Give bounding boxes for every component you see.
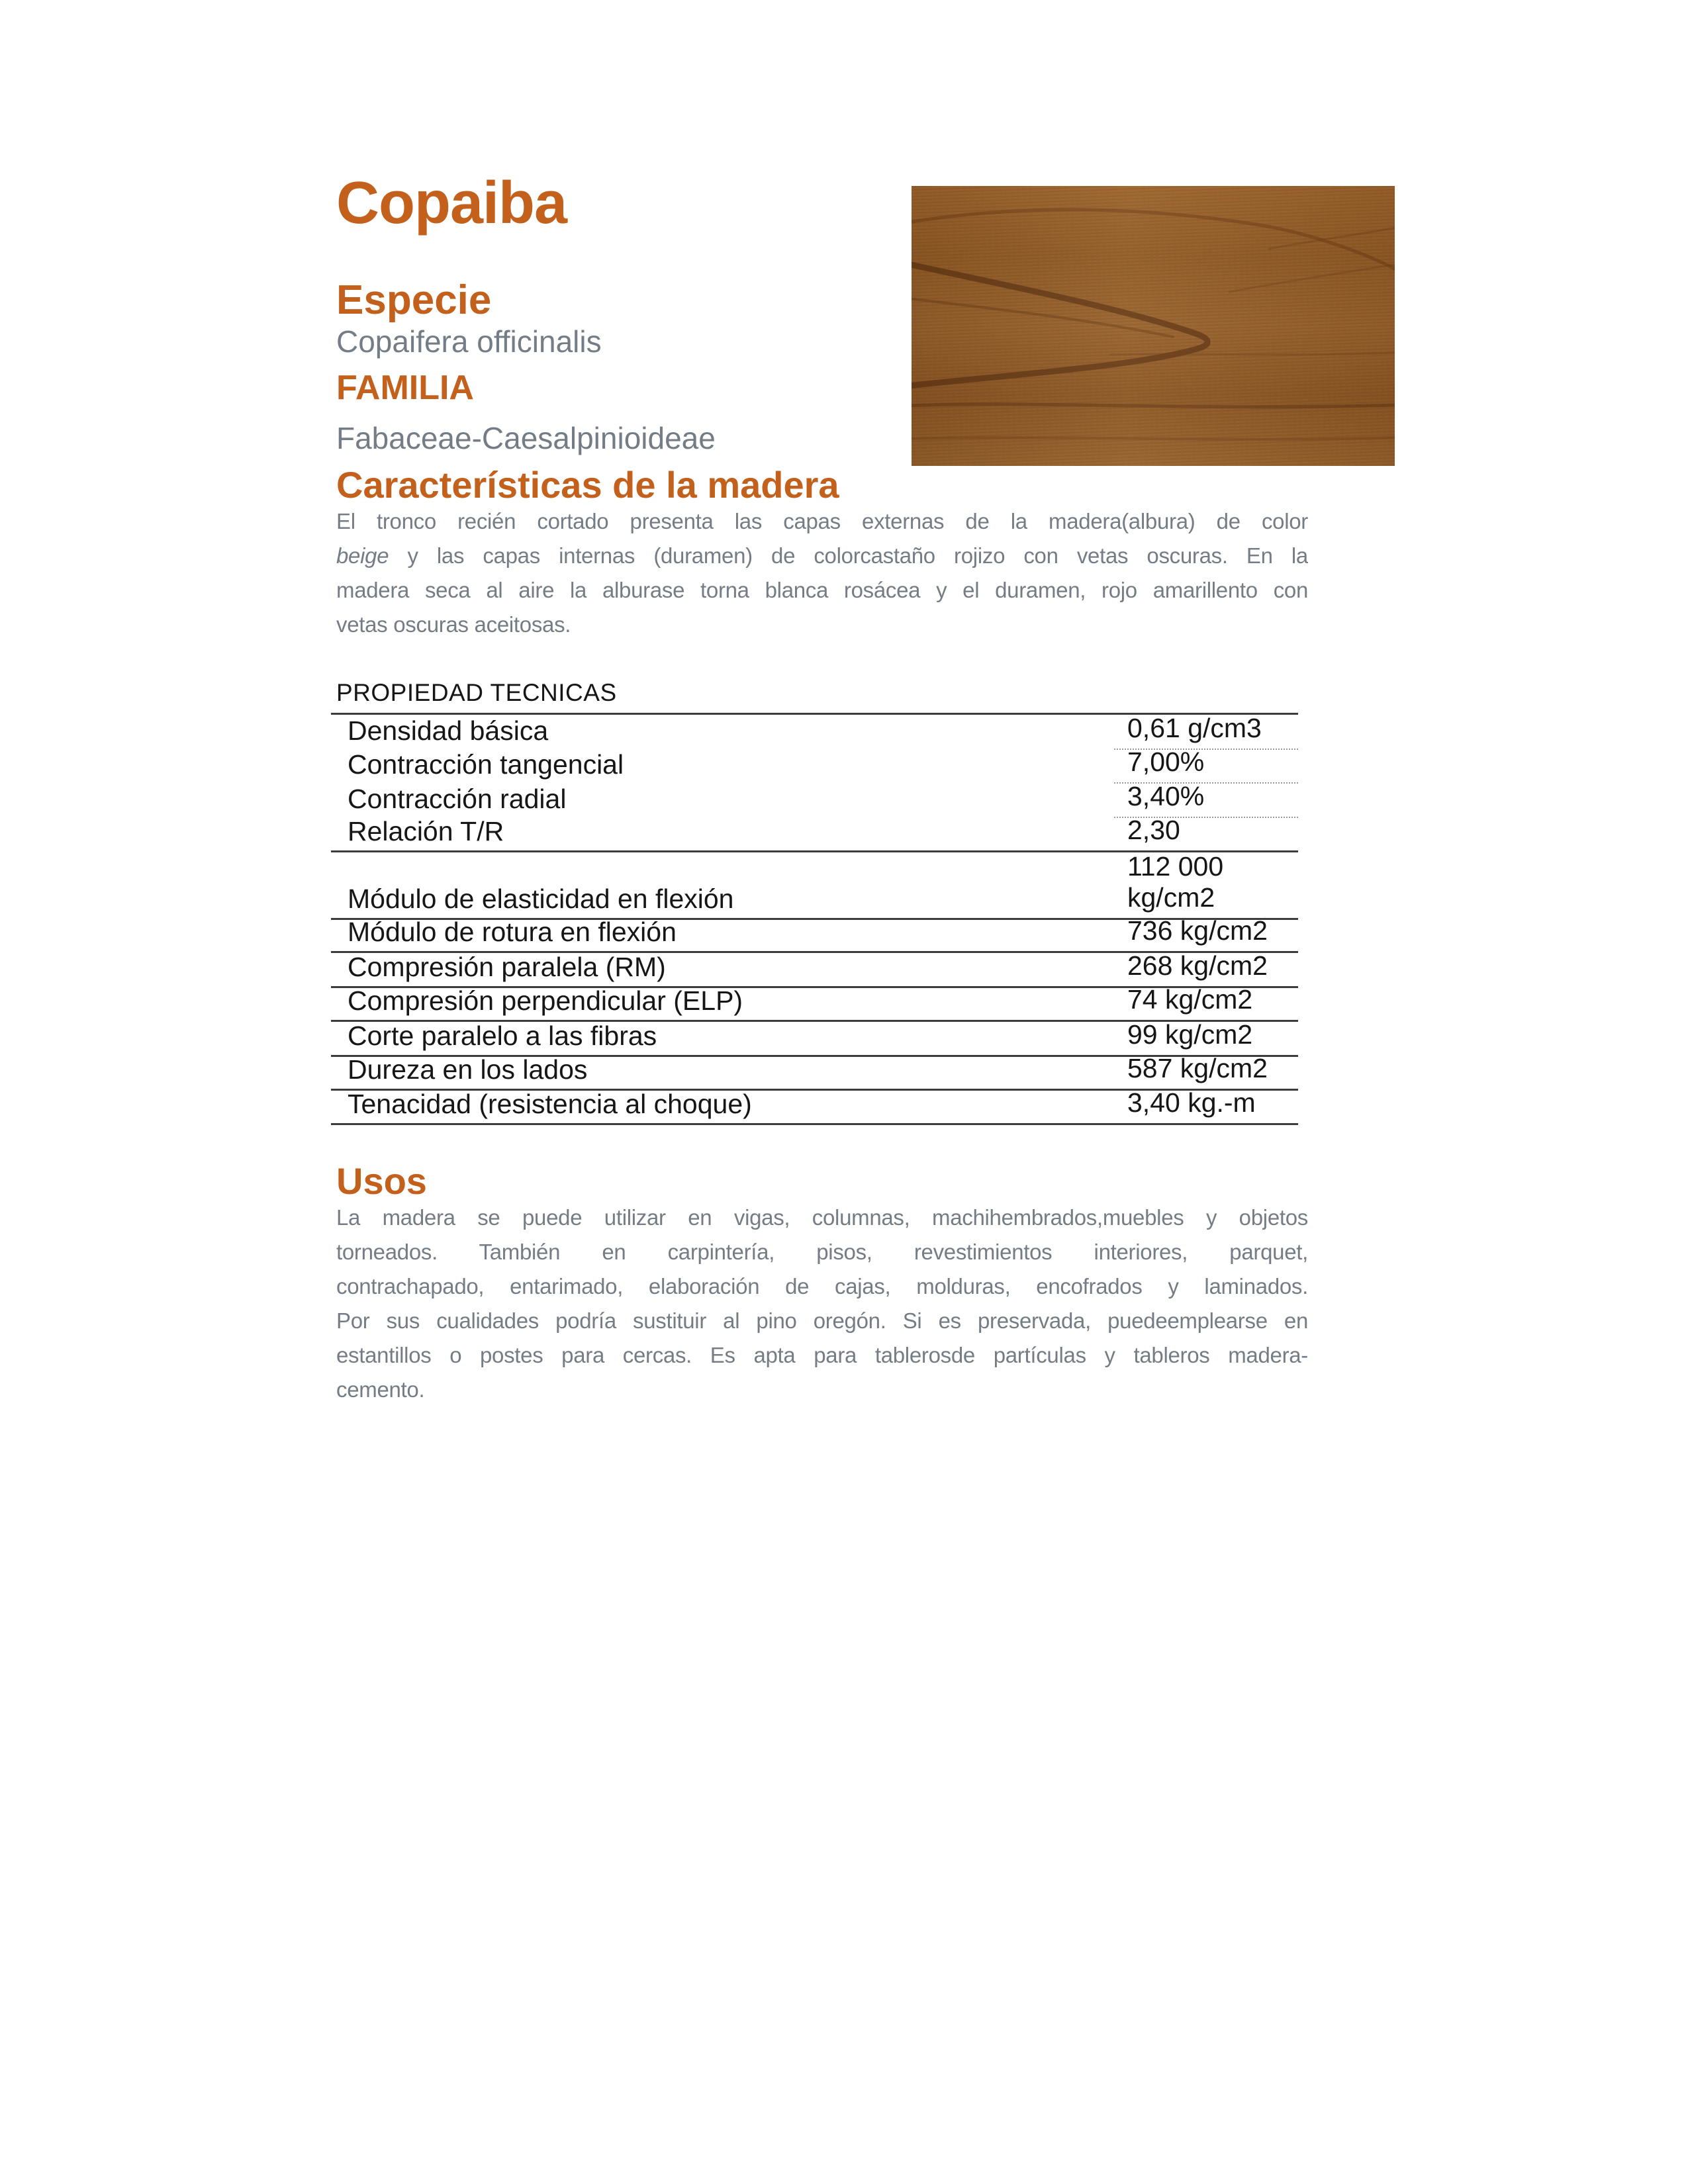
row-label: Contracción tangencial	[348, 749, 624, 780]
paragraph-line: estantillos o postes para cercas. Es apta para tablerosde partículas y tableros madera-	[336, 1343, 1308, 1367]
table-row	[331, 1019, 1298, 1057]
table-row	[331, 1053, 1298, 1091]
paragraph-line: La madera se puede utilizar en vigas, columnas, machihembrados,muebles y objetos	[336, 1205, 1308, 1230]
paragraph-line: cemento.	[336, 1377, 425, 1402]
row-value: 99 kg/cm2	[1127, 1019, 1253, 1050]
table-row	[331, 852, 1298, 920]
page-title: Copaiba	[336, 170, 567, 236]
caracteristicas-heading: Características de la madera	[336, 464, 839, 506]
paragraph-line: torneados. También en carpintería, pisos, revestimientos interiores, parquet,	[336, 1240, 1308, 1264]
row-value: 268 kg/cm2	[1127, 950, 1268, 981]
usos-heading: Usos	[336, 1160, 427, 1202]
table-row	[331, 781, 1298, 818]
paragraph-line: madera seca al aire la alburase torna blanca rosácea y el duramen, rojo amarillento con	[336, 578, 1308, 602]
especie-heading: Especie	[336, 277, 492, 323]
paragraph-line: Por sus cualidades podría sustituir al pino oregón. Si es preservada, puedeemplearse en	[336, 1308, 1308, 1333]
table-row	[331, 915, 1298, 953]
table-row	[331, 715, 1298, 750]
row-label: Tenacidad (resistencia al choque)	[348, 1089, 752, 1119]
paragraph-line: contrachapado, entarimado, elaboración de cajas, molduras, encofrados y laminados.	[336, 1274, 1308, 1298]
row-value: 2,30	[1127, 815, 1180, 845]
row-label: Densidad básica	[348, 715, 549, 746]
especie-value: Copaifera officinalis	[336, 324, 602, 359]
table-row	[331, 1087, 1298, 1125]
row-value: 3,40 kg.-m	[1127, 1087, 1256, 1118]
familia-value: Fabaceae-Caesalpinioideae	[336, 421, 716, 455]
properties-table	[331, 713, 1298, 1125]
line-text: y las capas internas (duramen) de colorcastaño rojizo con vetas oscuras. En la	[389, 543, 1308, 568]
row-label: Compresión perpendicular (ELP)	[348, 985, 743, 1016]
row-label: Corte paralelo a las fibras	[348, 1021, 657, 1051]
row-value: 587 kg/cm2	[1127, 1053, 1268, 1083]
wood-sheen-overlay	[912, 186, 1395, 466]
table-row	[331, 747, 1298, 784]
row-value: 74 kg/cm2	[1127, 984, 1253, 1015]
row-value: 7,00%	[1114, 750, 1298, 784]
row-label: Dureza en los lados	[348, 1054, 588, 1085]
row-value-line2: kg/cm2	[1127, 882, 1215, 913]
table-row	[331, 984, 1298, 1022]
row-label: Contracción radial	[348, 784, 567, 814]
caracteristicas-paragraph	[336, 504, 1308, 642]
row-label: Compresión paralela (RM)	[348, 952, 666, 982]
row-value: 0,61 g/cm3	[1114, 715, 1298, 750]
paragraph-line: El tronco recién cortado presenta las capas externas de la madera(albura) de color	[336, 509, 1308, 533]
familia-heading: FAMILIA	[336, 369, 474, 407]
usos-paragraph	[336, 1201, 1308, 1407]
paragraph-line	[336, 539, 1308, 573]
row-value	[1114, 852, 1298, 918]
row-value: 3,40%	[1114, 784, 1298, 818]
row-label: Módulo de elasticidad en flexión	[348, 884, 734, 914]
italic-word: beige	[336, 543, 389, 568]
row-label: Módulo de rotura en flexión	[348, 917, 677, 947]
row-value: 736 kg/cm2	[1127, 915, 1268, 946]
paragraph-line: vetas oscuras aceitosas.	[336, 612, 571, 637]
row-value-line1: 112 000	[1127, 851, 1224, 882]
table-row	[331, 950, 1298, 988]
properties-table-heading: PROPIEDAD TECNICAS	[336, 679, 617, 706]
row-label: Relación T/R	[348, 816, 504, 846]
wood-photo	[912, 186, 1395, 466]
table-row	[331, 815, 1298, 852]
